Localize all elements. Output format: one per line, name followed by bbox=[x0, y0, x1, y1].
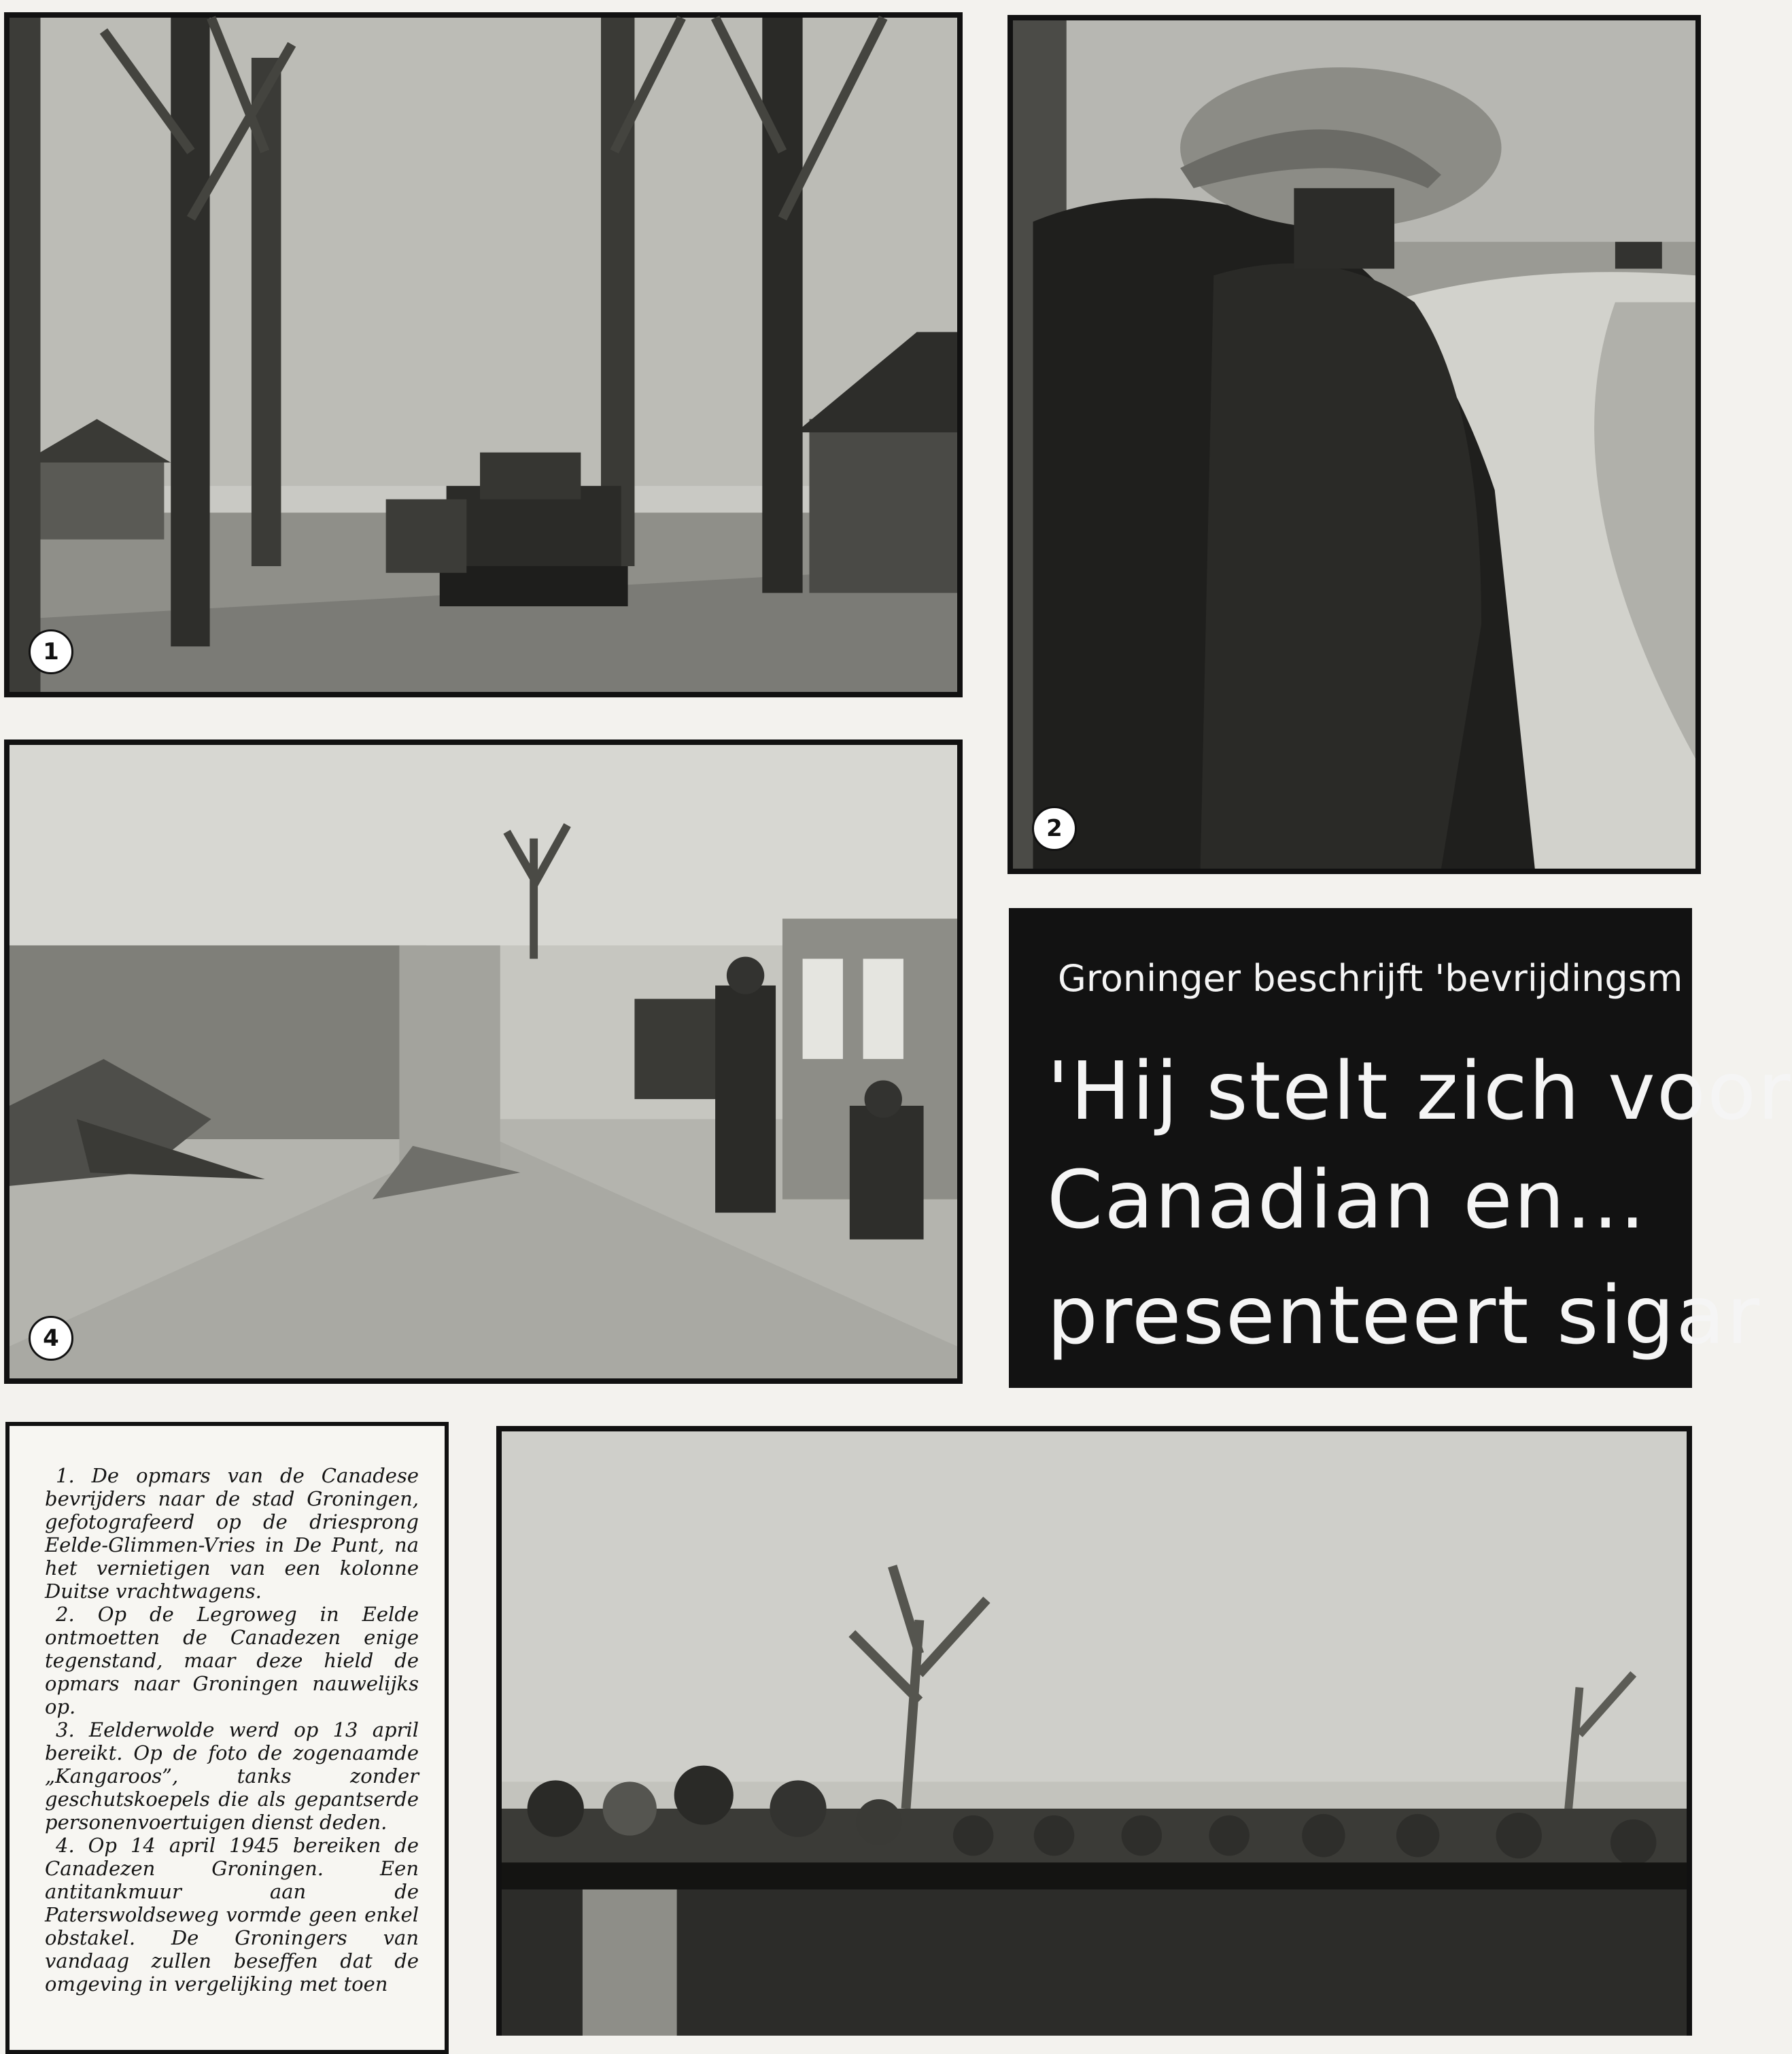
photo-number-4: 4 bbox=[29, 1316, 73, 1361]
caption-paragraph: 1. De opmars van de Canadese bevrijders naar de stad Groningen, gefotografeerd op de driesprong Eelde-Glimmen-Vries in De Punt, na het vernietigen van een kolonne Duitse vrachtwagens. bbox=[45, 1464, 419, 1603]
caption-box bbox=[5, 1422, 449, 2054]
photo-number-2: 2 bbox=[1032, 806, 1077, 851]
caption-paragraph: 4. Op 14 april 1945 bereiken de Canadezen Groningen. Een antitankmuur aan de Paterswoldseweg vormde geen enkel obstakel. De Groningers van vandaag zullen beseffen dat de omgeving in vergelijking met toen bbox=[45, 1834, 419, 1996]
photo-bottom-image bbox=[502, 1431, 1687, 2036]
headline-box bbox=[1009, 908, 1792, 1388]
photo-number-1: 1 bbox=[29, 629, 73, 674]
photo-1 bbox=[4, 12, 963, 697]
photo-bottom bbox=[496, 1426, 1692, 2036]
photo-2-image bbox=[1013, 20, 1695, 869]
photo-4-image bbox=[10, 745, 957, 1378]
photo-2 bbox=[1007, 15, 1701, 874]
headline-kicker: Groninger beschrijft 'bevrijdingsm bbox=[1058, 957, 1683, 1000]
caption-paragraph: 2. Op de Legroweg in Eelde ontmoetten de Canadezen enige tegenstand, maar deze hield de opmars naar Groningen nauwelijks op. bbox=[45, 1603, 419, 1718]
headline-line: 'Hij stelt zich voor bbox=[1047, 1044, 1792, 1138]
headline-line: presenteert sigar bbox=[1047, 1268, 1761, 1362]
caption-paragraph: 3. Eelderwolde werd op 13 april bereikt. Op de foto de zogenaamde „Kangaroos”, tanks zonder geschutskoepels die als gepantserde personenvoertuigen dienst deden. bbox=[45, 1718, 419, 1834]
photo-4 bbox=[4, 739, 963, 1384]
headline-line: Canadian en... bbox=[1047, 1153, 1647, 1247]
photo-1-image bbox=[10, 18, 957, 692]
